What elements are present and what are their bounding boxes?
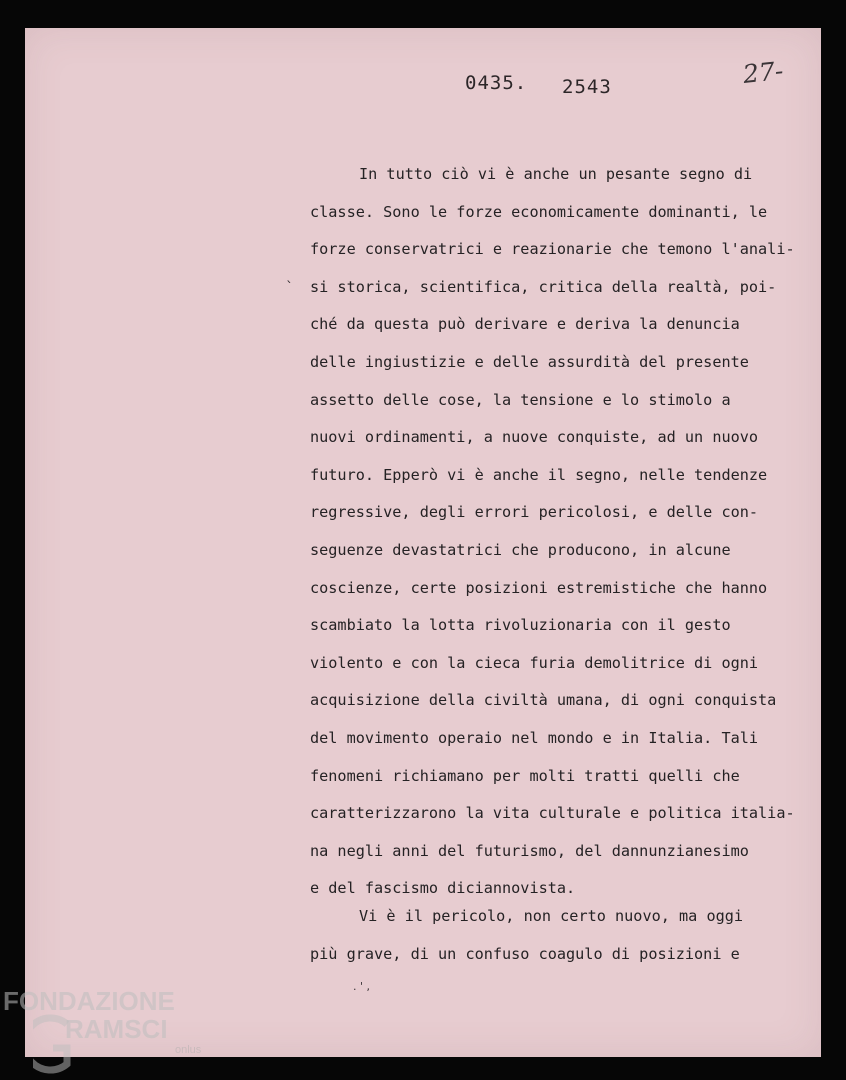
text-line: In tutto ciò vi è anche un pesante segno di: [359, 165, 753, 183]
text-line: seguenze devastatrici che producono, in alcune: [310, 541, 731, 559]
text-line: futuro. Epperò vi è anche il segno, nelle tendenze: [310, 465, 768, 484]
text-line: si storica, scientifica, critica della realtà, poi-: [310, 277, 777, 296]
text-line: delle ingiustizie e delle assurdità del presente: [310, 353, 749, 371]
text-line: nuovi ordinamenti, a nuove conquiste, ad un nuovo: [310, 428, 759, 447]
text-line: Vi è il pericolo, non certo nuovo, ma oggi: [359, 907, 744, 925]
archive-number-1: 0435.: [465, 72, 528, 94]
text-line: forze conservatrici e reazionarie che temono l'anali-: [310, 240, 795, 259]
text-line: coscienze, certe posizioni estremistiche che hanno: [310, 578, 768, 597]
handwritten-page-number: 27-: [741, 55, 785, 90]
fondazione-gramsci-watermark: [3, 986, 213, 1078]
text-line: classe. Sono le forze economicamente dominanti, le: [310, 202, 768, 221]
document-page: [25, 28, 821, 1057]
watermark-sub: onlus: [175, 1044, 202, 1056]
text-line: del movimento operaio nel mondo e in Italia. Tali: [310, 729, 759, 747]
watermark-line1: FONDAZIONE: [3, 986, 175, 1016]
text-line: na negli anni del futurismo, del dannunzianesimo: [310, 841, 749, 860]
text-line: assetto delle cose, la tensione e lo stimolo a: [310, 390, 731, 409]
archive-number-2: 2543: [562, 76, 612, 98]
text-line: più grave, di un confuso coagulo di posizioni e: [310, 945, 740, 963]
text-line: violento e con la cieca furia demolitrice di ogni: [310, 653, 759, 672]
text-line: acquisizione della civiltà umana, di ogni conquista: [310, 691, 777, 710]
text-line: caratterizzarono la vita culturale e politica italia-: [310, 804, 795, 823]
paper-speck: . ' ,: [353, 980, 371, 993]
text-line: scambiato la lotta rivoluzionaria con il gesto: [310, 616, 731, 635]
text-line: ché da questa può derivare e deriva la denuncia: [310, 315, 740, 334]
watermark-line2: RAMSCI: [65, 1014, 168, 1044]
text-line: e del fascismo diciannovista.: [310, 879, 576, 898]
paper-speck: `: [286, 280, 293, 296]
text-line: regressive, degli errori pericolosi, e delle con-: [310, 503, 759, 522]
text-line: fenomeni richiamano per molti tratti quelli che: [310, 766, 740, 785]
